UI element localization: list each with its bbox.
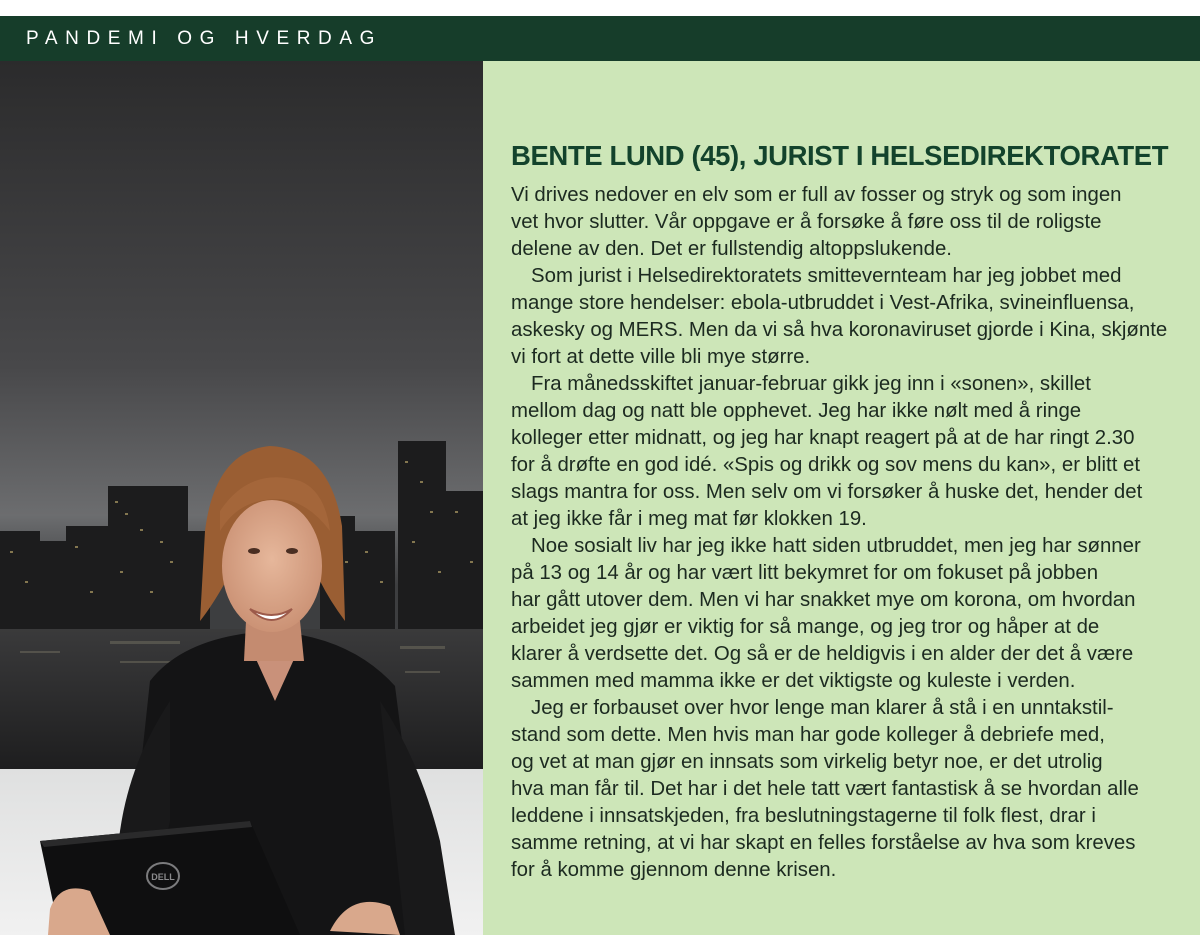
body-line: Fra månedsskiftet januar-februar gikk jeg inn i «sonen», skillet	[531, 373, 1091, 395]
body-line: for å komme gjennom denne krisen.	[511, 859, 837, 881]
body-line: delene av den. Det er fullstendig altoppslukende.	[511, 238, 952, 260]
body-line: har gått utover dem. Men vi har snakket mye om korona, om hvordan	[511, 589, 1136, 611]
body-line: på 13 og 14 år og har vært litt bekymret for om fokuset på jobben	[511, 562, 1099, 584]
body-line: mellom dag og natt ble opphevet. Jeg har ikke nølt med å ringe	[511, 400, 1082, 422]
laptop-logo: DELL	[151, 872, 175, 882]
top-margin	[0, 0, 1200, 16]
body-line: mange store hendelser: ebola-utbruddet i Vest-Afrika, svineinfluensa,	[511, 292, 1135, 314]
body-line: at jeg ikke får i meg mat før klokken 19.	[511, 508, 867, 530]
body-line: askesky og MERS. Men da vi så hva koronaviruset gjorde i Kina, skjønte	[511, 319, 1168, 341]
face	[222, 500, 322, 632]
body-line: Vi drives nedover en elv som er full av fosser og stryk og som ingen	[511, 184, 1122, 206]
body-line: vet hvor slutter. Vår oppgave er å forsøke å føre oss til de roligste	[511, 211, 1102, 233]
body-line: vi fort at dette ville bli mye større.	[511, 346, 811, 368]
body-line: slags mantra for oss. Men selv om vi forsøker å huske det, hender det	[511, 481, 1143, 503]
body-line: for å drøfte en god idé. «Spis og drikk og sov mens du kan», er blitt et	[511, 454, 1141, 476]
body-line: arbeidet jeg gjør er viktig for så mange, og jeg tror og håper at de	[511, 616, 1100, 638]
body-line: leddene i innsatskjeden, fra beslutningstagerne til folk flest, drar i	[511, 805, 1096, 827]
body-line: samme retning, at vi har skapt en felles forståelse av hva som kreves	[511, 832, 1136, 854]
bottom-margin	[0, 935, 1200, 950]
body-line: Som jurist i Helsedirektoratets smittevernteam har jeg jobbet med	[531, 265, 1122, 287]
body-line: stand som dette. Men hvis man har gode kolleger å debriefe med,	[511, 724, 1105, 746]
article-body	[511, 182, 1191, 884]
body-line: klarer å verdsette det. Og så er de heldigvis i en alder der det å være	[511, 643, 1134, 665]
body-line: hva man får til. Det har i det hele tatt vært fantastisk å se hvordan alle	[511, 778, 1139, 800]
body-line: Noe sosialt liv har jeg ikke hatt siden utbruddet, men jeg har sønner	[531, 535, 1141, 557]
portrait-photo	[0, 61, 483, 935]
body-line: og vet at man gjør en innsats som virkelig betyr noe, er det utrolig	[511, 751, 1103, 773]
body-line: Jeg er forbauset over hvor lenge man klarer å stå i en unntakstil-	[531, 697, 1114, 719]
body-line: sammen med mamma ikke er det viktigste og kuleste i verden.	[511, 670, 1076, 692]
body-line: kolleger etter midnatt, og jeg har knapt reagert på at de har ringt 2.30	[511, 427, 1135, 449]
article-title: BENTE LUND (45), JURIST I HELSEDIREKTORATET	[511, 140, 1169, 171]
section-label: PANDEMI OG HVERDAG	[26, 28, 383, 49]
